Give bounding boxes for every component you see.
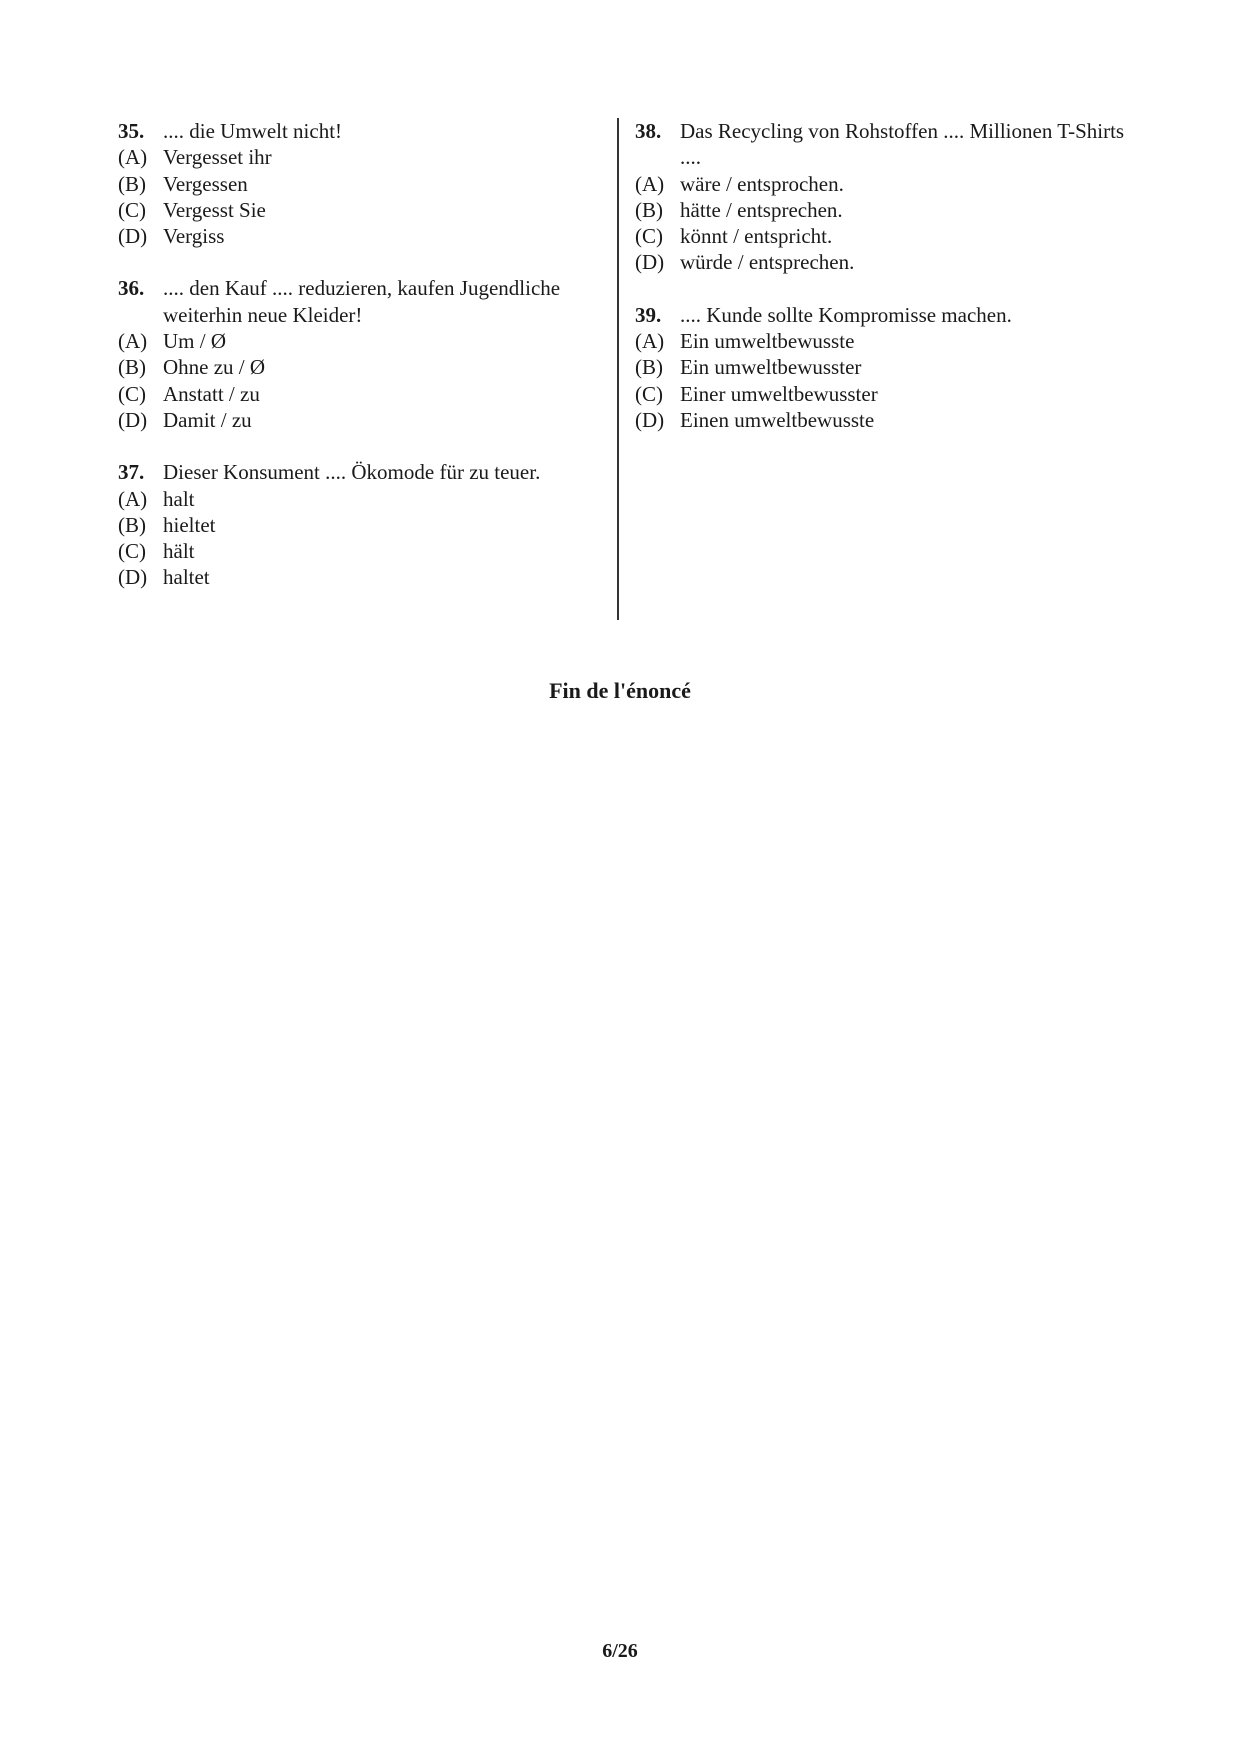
option-text: Einen umweltbewusste (680, 407, 875, 432)
end-of-exam-title: Fin de l'énoncé (549, 678, 691, 703)
option-text: könnt / entspricht. (680, 224, 833, 249)
option-letter: (C) (118, 197, 146, 222)
option-letter: (D) (118, 407, 148, 432)
answer-option (118, 223, 618, 249)
option-text: Ein umweltbewusste (680, 329, 855, 354)
answer-option (118, 486, 618, 512)
option-letter: (B) (635, 197, 663, 222)
option-text: Ein umweltbewusster (680, 355, 862, 380)
question-39 (635, 302, 1135, 433)
option-text: haltet (163, 565, 210, 590)
option-letter: (A) (635, 329, 665, 354)
answer-option (118, 144, 618, 170)
answer-option (635, 249, 1135, 275)
question-header (635, 302, 1135, 328)
left-column (118, 118, 618, 617)
option-text: halt (163, 486, 195, 511)
option-letter: (D) (118, 224, 148, 249)
answer-option (118, 407, 618, 433)
answer-option (118, 564, 618, 590)
column-divider (617, 118, 619, 620)
option-letter: (C) (118, 539, 146, 564)
answer-option (635, 328, 1135, 354)
option-text: Damit / zu (163, 407, 252, 432)
answer-option (118, 171, 618, 197)
option-letter: (B) (118, 512, 146, 537)
option-text: Vergesst Sie (163, 197, 266, 222)
question-35 (118, 118, 618, 249)
answer-option (635, 407, 1135, 433)
answer-option (118, 512, 618, 538)
option-letter: (C) (635, 381, 663, 406)
option-text: wäre / entsprochen. (680, 171, 844, 196)
answer-option (118, 328, 618, 354)
option-text: hätte / entsprechen. (680, 197, 843, 222)
answer-option (118, 381, 618, 407)
answer-option (635, 354, 1135, 380)
option-letter: (A) (118, 145, 148, 170)
option-text: Einer umweltbewusster (680, 381, 878, 406)
answer-option (635, 171, 1135, 197)
option-text: Anstatt / zu (163, 381, 260, 406)
option-text: hält (163, 539, 195, 564)
option-letter: (D) (118, 565, 148, 590)
question-number: 37. (118, 460, 145, 485)
option-letter: (C) (635, 224, 663, 249)
option-letter: (B) (118, 355, 146, 380)
question-38 (635, 118, 1135, 276)
option-text: Um / Ø (163, 329, 226, 354)
question-header (635, 118, 1135, 171)
right-column (635, 118, 1135, 459)
option-text: Vergesset ihr (163, 145, 272, 170)
question-text: Das Recycling von Rohstoffen .... Millionen T-Shirts .... (680, 119, 1125, 170)
question-header (118, 459, 618, 485)
option-letter: (B) (635, 355, 663, 380)
question-header (118, 118, 618, 144)
answer-option (118, 197, 618, 223)
option-letter: (A) (635, 171, 665, 196)
question-header (118, 275, 618, 328)
option-text: hieltet (163, 512, 216, 537)
answer-option (635, 381, 1135, 407)
question-36 (118, 275, 618, 433)
question-number: 35. (118, 119, 145, 143)
option-letter: (C) (118, 381, 146, 406)
option-text: Vergessen (163, 171, 248, 196)
question-text: Dieser Konsument .... Ökomode für zu teuer. (163, 460, 541, 485)
question-number: 36. (118, 276, 145, 301)
question-number: 39. (635, 302, 662, 327)
option-text: Vergiss (163, 224, 225, 249)
question-number: 38. (635, 119, 662, 143)
answer-option (635, 197, 1135, 223)
question-37 (118, 459, 618, 590)
option-letter: (A) (118, 486, 148, 511)
option-text: Ohne zu / Ø (163, 355, 266, 380)
option-text: würde / entsprechen. (680, 250, 855, 275)
question-text: .... die Umwelt nicht! (163, 119, 343, 143)
option-letter: (D) (635, 250, 665, 275)
page-number: 6/26 (602, 1640, 638, 1662)
answer-option (118, 354, 618, 380)
question-text: .... Kunde sollte Kompromisse machen. (680, 302, 1012, 327)
question-text: .... den Kauf .... reduzieren, kaufen Jugendliche weiterhin neue Kleider! (163, 276, 561, 327)
answer-option (118, 538, 618, 564)
option-letter: (A) (118, 329, 148, 354)
answer-option (635, 223, 1135, 249)
option-letter: (D) (635, 407, 665, 432)
option-letter: (B) (118, 171, 146, 196)
